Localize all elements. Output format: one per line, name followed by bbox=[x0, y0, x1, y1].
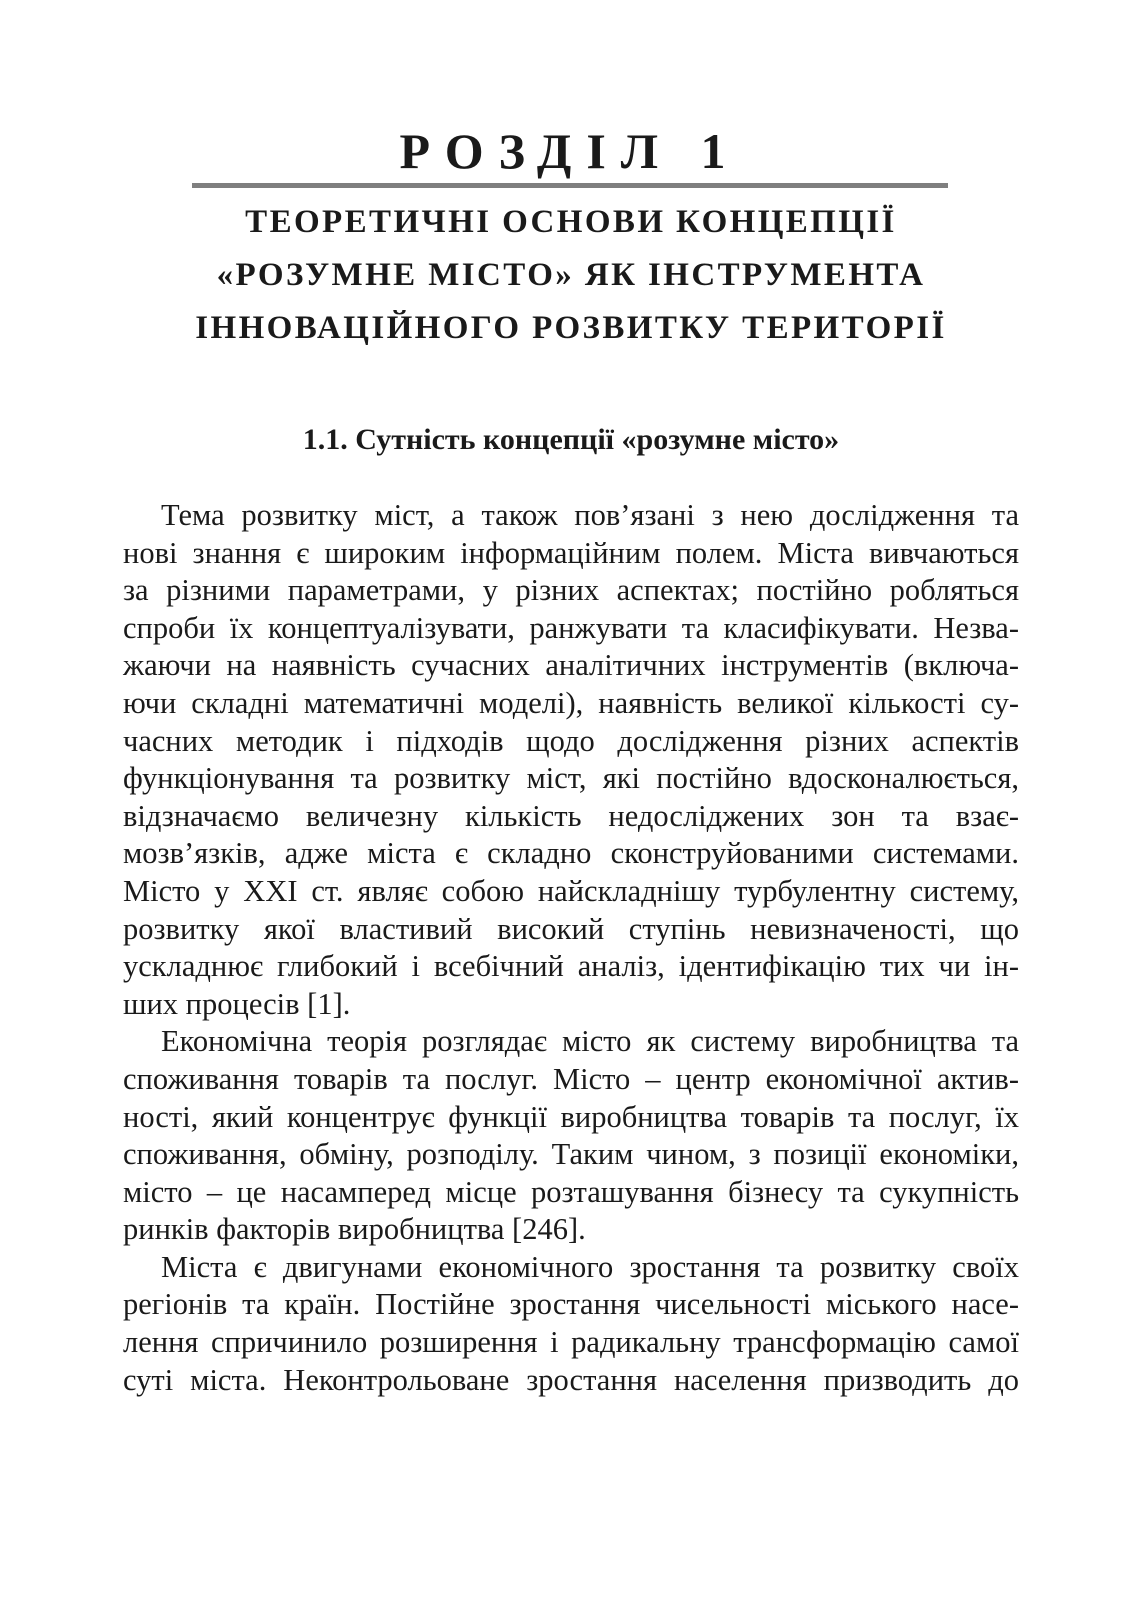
paragraph-line: споживання товарів та послуг. Місто – центр економічної актив- bbox=[123, 1061, 1019, 1096]
paragraph-line: суті міста. Неконтрольоване зростання населення призводить до bbox=[123, 1362, 1019, 1397]
paragraph-line: регіонів та країн. Постійне зростання чисельності міського насе- bbox=[123, 1287, 1019, 1322]
chapter-title-line: ІННОВАЦІЙНОГО РОЗВИТКУ ТЕРИТОРІЇ bbox=[195, 310, 947, 346]
paragraph-line: Місто у ХХІ ст. являє собою найскладнішу турбулентну систему, bbox=[123, 873, 1019, 908]
chapter-title bbox=[130, 196, 1012, 355]
paragraph-line: відзначаємо величезну кількість недосліджених зон та взає- bbox=[123, 798, 1019, 833]
chapter-label: РОЗДІЛ 1 bbox=[399, 123, 741, 179]
paragraph-line: Економічна теорія розглядає місто як систему виробництва та bbox=[161, 1024, 1019, 1059]
paragraph-line: лення спричинило розширення і радикальну трансформацію самої bbox=[123, 1325, 1019, 1360]
paragraph-line: місто – це насамперед місце розташування бізнесу та сукупність bbox=[123, 1174, 1019, 1209]
section-heading: 1.1. Сутність концепції «розумне місто» bbox=[302, 423, 840, 456]
chapter-divider-rule bbox=[192, 183, 948, 188]
paragraph-line: функціонування та розвитку міст, які постійно вдосконалюється, bbox=[123, 761, 1019, 796]
paragraph-line: спроби їх концептуалізувати, ранжувати та класифікувати. Незва- bbox=[123, 610, 1019, 645]
chapter-title-line: ТЕОРЕТИЧНІ ОСНОВИ КОНЦЕПЦІЇ bbox=[245, 204, 897, 240]
paragraph-line: розвитку якої властивий високий ступінь невизначеності, що bbox=[123, 911, 1019, 946]
paragraph-line: ускладнює глибокий і всебічний аналіз, ідентифікацію тих чи ін- bbox=[123, 949, 1019, 984]
paragraph-line: ших процесів [1]. bbox=[123, 986, 351, 1021]
paragraph-line: нові знання є широким інформаційним полем. Міста вивчаються bbox=[123, 535, 1019, 570]
paragraph-line: Тема розвитку міст, а також пов’язані з нею дослідження та bbox=[161, 498, 1019, 532]
body-text bbox=[123, 497, 1019, 1399]
paragraph-line: споживання, обміну, розподілу. Таким чином, з позиції економіки, bbox=[123, 1137, 1019, 1172]
paragraph-3 bbox=[123, 1249, 1019, 1399]
paragraph-line: Міста є двигунами економічного зростання та розвитку своїх bbox=[161, 1249, 1019, 1284]
paragraph-1 bbox=[123, 497, 1019, 1023]
paragraph-line: ючи складні математичні моделі), наявність великої кількості су- bbox=[123, 685, 1019, 720]
paragraph-line: ності, який концентрує функції виробництва товарів та послуг, їх bbox=[123, 1099, 1019, 1134]
chapter-title-line: «РОЗУМНЕ МІСТО» ЯК ІНСТРУМЕНТА bbox=[216, 257, 926, 293]
paragraph-line: за різними параметрами, у різних аспектах; постійно робляться bbox=[123, 573, 1019, 608]
paragraph-2 bbox=[123, 1023, 1019, 1249]
paragraph-line: мозв’язків, адже міста є складно сконструйованими системами. bbox=[123, 836, 1019, 871]
paragraph-line: часних методик і підходів щодо дослідження різних аспектів bbox=[123, 723, 1019, 758]
paragraph-line: жаючи на наявність сучасних аналітичних інструментів (включа- bbox=[123, 648, 1019, 683]
paragraph-line: ринків факторів виробництва [246]. bbox=[123, 1212, 586, 1247]
